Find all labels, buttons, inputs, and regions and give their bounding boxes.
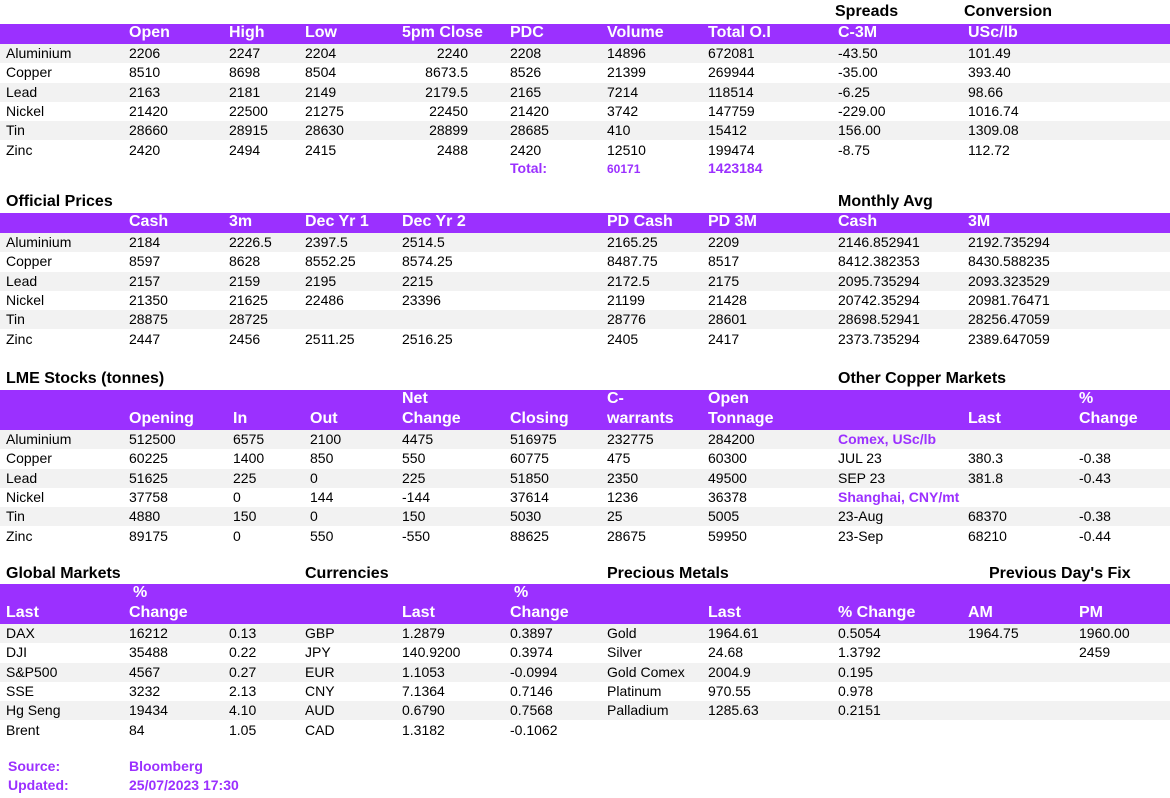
stocks-col-header: Change (1079, 410, 1138, 427)
copper-contract: 23-Aug (838, 508, 884, 525)
currency-last: 7.1364 (402, 682, 445, 699)
lme-cell: 22500 (229, 102, 268, 119)
stocks-col-header: Closing (510, 410, 569, 427)
lme-stocks-title: LME Stocks (tonnes) (6, 370, 165, 387)
metal-name: Zinc (6, 527, 33, 544)
metal-name: Copper (6, 450, 52, 467)
lme-cell: 8504 (305, 64, 337, 81)
official-cell: 2095.735294 (838, 272, 920, 289)
stocks-col-header: Change (402, 410, 461, 427)
stocks-cell: 475 (607, 450, 631, 467)
copper-last: 381.8 (968, 469, 1004, 486)
lme-cell: 1016.74 (968, 102, 1019, 119)
stocks-cell: 0 (310, 508, 318, 525)
metal-name: Lead (6, 272, 38, 289)
market-last: 35488 (129, 644, 168, 661)
stocks-cell: 0 (233, 488, 241, 505)
currency-change: 0.3897 (510, 625, 553, 641)
lme-cell: 2163 (129, 83, 161, 100)
precious-name: Silver (607, 644, 643, 661)
lme-cell: 21275 (305, 102, 344, 119)
stocks-cell: 0 (310, 469, 318, 486)
currency-last: 140.9200 (402, 644, 461, 661)
official-cell: 21199 (607, 291, 645, 308)
copper-change: -0.43 (1079, 469, 1111, 486)
lme-cell: 118514 (708, 83, 754, 100)
source-label: Source: (8, 758, 61, 774)
stocks-cell: -144 (402, 488, 431, 505)
stocks-cell: 60300 (708, 450, 747, 467)
official-cell: 2226.5 (229, 234, 272, 250)
official-cell: 8487.75 (607, 253, 658, 270)
lme-cell: 2488 (436, 141, 468, 158)
metal-name: Tin (6, 311, 25, 328)
official-cell: 2389.647059 (968, 330, 1050, 347)
official-cell: 2209 (708, 234, 740, 250)
other-copper-title: Other Copper Markets (838, 370, 1007, 387)
stocks-cell: 6575 (233, 431, 265, 447)
official-cell: 21350 (129, 291, 168, 308)
official-cell: 2146.852941 (838, 234, 920, 250)
currency-code: CAD (305, 721, 335, 738)
stocks-cell: 2350 (607, 469, 639, 486)
stocks-cell: 2100 (310, 431, 342, 447)
copper-last: 68210 (968, 527, 1007, 544)
stocks-cell: 150 (233, 508, 257, 525)
updated-label: Updated: (8, 777, 69, 793)
official-cell: 28256.47059 (968, 311, 1050, 328)
stocks-cell: 4880 (129, 508, 161, 525)
official-cell: 8517 (708, 253, 740, 270)
row-stripe (0, 663, 1170, 682)
official-cell: 2456 (229, 330, 261, 347)
official-cell: 2516.25 (402, 330, 453, 347)
stocks-cell: 88625 (510, 527, 549, 544)
lme-cell: 2165 (510, 83, 542, 100)
precious-name: Gold Comex (607, 663, 685, 680)
stocks-cell: 51625 (129, 469, 168, 486)
stocks-col-header-top: Open (708, 390, 749, 407)
metal-name: Nickel (6, 291, 45, 308)
stocks-cell: 550 (310, 527, 334, 544)
lme-cell: 2494 (229, 141, 261, 158)
fix-pm: 2459 (1079, 644, 1111, 661)
official-cell: 28725 (229, 311, 268, 328)
official-cell: 2195 (305, 272, 337, 289)
official-cell: 2165.25 (607, 234, 658, 250)
lme-cell: 2179.5 (425, 83, 468, 100)
official-cell: 2172.5 (607, 272, 650, 289)
precious-name: Platinum (607, 682, 662, 699)
market-name: Hg Seng (6, 702, 61, 719)
official-prices-title: Official Prices (6, 193, 113, 210)
official-cell: 28601 (708, 311, 747, 328)
precious-change: 0.2151 (838, 702, 881, 719)
copper-change: -0.38 (1079, 508, 1111, 525)
copper-change: -0.38 (1079, 450, 1111, 467)
stocks-cell: 51850 (510, 469, 549, 486)
lme-cell: 393.40 (968, 64, 1011, 81)
currency-change: 0.7146 (510, 682, 553, 699)
lme-cell: 28630 (305, 122, 344, 139)
lme-cell: 2420 (129, 141, 161, 158)
official-cell: 2397.5 (305, 234, 348, 250)
lme-cell: 8673.5 (425, 64, 468, 81)
total-volume: 60171 (607, 162, 641, 176)
row-stripe (0, 701, 1170, 720)
stocks-cell: 225 (233, 469, 257, 486)
lme-cell: -8.75 (838, 141, 870, 158)
lme-cell: 2415 (305, 141, 337, 158)
lme-cell: 1309.08 (968, 122, 1019, 139)
currency-last: 0.6790 (402, 702, 445, 719)
currency-code: GBP (305, 625, 335, 641)
metal-name: Tin (6, 508, 25, 525)
official-cell: 2405 (607, 330, 639, 347)
stocks-cell: 89175 (129, 527, 168, 544)
lme-cell: 28899 (429, 122, 468, 139)
global-col-header: AM (968, 604, 993, 621)
lme-cell: 98.66 (968, 83, 1004, 100)
lme-cell: 156.00 (838, 122, 881, 139)
stocks-cell: 4475 (402, 431, 434, 447)
metal-name: Zinc (6, 141, 33, 158)
official-cell: 20742.35294 (838, 291, 920, 308)
stocks-cell: 5005 (708, 508, 740, 525)
lme-cell: -6.25 (838, 83, 870, 100)
stocks-cell: 1236 (607, 488, 639, 505)
official-cell: 2175 (708, 272, 740, 289)
currency-code: AUD (305, 702, 335, 719)
lme-cell: 28660 (129, 122, 168, 139)
stocks-cell: 284200 (708, 431, 755, 447)
global-col-header-top: % (133, 584, 148, 601)
precious-name: Gold (607, 625, 637, 641)
official-cell: 8574.25 (402, 253, 453, 270)
lme-cell: -229.00 (838, 102, 886, 119)
currency-change: 0.7568 (510, 702, 553, 719)
stocks-col-header: Out (310, 410, 338, 427)
official-col-header: PD 3M (708, 213, 757, 230)
market-last: 4567 (129, 663, 161, 680)
official-cell: 8597 (129, 253, 161, 270)
lme-cell: 101.49 (968, 45, 1011, 61)
metal-name: Copper (6, 64, 52, 81)
total-oi: 1423184 (708, 160, 763, 176)
official-col-header: 3M (968, 213, 991, 230)
updated-value: 25/07/2023 17:30 (129, 777, 239, 793)
copper-market-heading: Comex, USc/lb (838, 431, 937, 447)
stocks-cell: 512500 (129, 431, 176, 447)
market-change: 2.13 (229, 682, 257, 699)
lme-cell: 2247 (229, 45, 261, 61)
lme-col-header: USc/lb (968, 24, 1018, 41)
metal-name: Lead (6, 469, 38, 486)
global-col-header: Change (510, 604, 569, 621)
lme-cell: 21399 (607, 64, 646, 81)
official-cell: 2511.25 (305, 330, 355, 347)
official-col-header: 3m (229, 213, 253, 230)
currency-change: -0.1062 (510, 721, 558, 738)
lme-cell: 672081 (708, 45, 755, 61)
official-cell: 2447 (129, 330, 161, 347)
lme-cell: 12510 (607, 141, 646, 158)
lme-col-header: High (229, 24, 265, 41)
lme-col-header: Volume (607, 24, 664, 41)
lme-cell: 2420 (510, 141, 542, 158)
market-last: 84 (129, 721, 145, 738)
lme-cell: 2204 (305, 45, 337, 61)
lme-cell: -43.50 (838, 45, 878, 61)
metal-name: Zinc (6, 330, 33, 347)
lme-cell: 2181 (229, 83, 261, 100)
copper-market-heading: Shanghai, CNY/mt (838, 488, 960, 505)
stocks-cell: 28675 (607, 527, 646, 544)
metal-name: Nickel (6, 102, 45, 119)
source-value: Bloomberg (129, 758, 203, 774)
market-last: 3232 (129, 682, 161, 699)
lme-cell: 112.72 (968, 141, 1010, 158)
lme-cell: 28685 (510, 122, 549, 139)
lme-cell: 8526 (510, 64, 542, 81)
global-col-header: PM (1079, 604, 1103, 621)
global-col-header-top: % (514, 584, 529, 601)
metal-name: Nickel (6, 488, 45, 505)
stocks-cell: 232775 (607, 431, 654, 447)
market-change: 0.13 (229, 625, 257, 641)
global-col-header: Last (402, 604, 435, 621)
official-cell: 2159 (229, 272, 261, 289)
copper-contract: SEP 23 (838, 469, 886, 486)
lme-col-header: 5pm Close (402, 24, 483, 41)
official-cell: 23396 (402, 291, 441, 308)
precious-change: 0.978 (838, 682, 874, 699)
metal-name: Aluminium (6, 45, 72, 61)
official-cell: 2514.5 (402, 234, 445, 250)
official-col-header: Dec Yr 2 (402, 213, 466, 230)
metal-name: Aluminium (6, 234, 72, 250)
lme-col-header: C-3M (838, 24, 878, 41)
lme-cell: 3742 (607, 102, 639, 119)
metal-name: Tin (6, 122, 25, 139)
stocks-col-header: Last (968, 410, 1001, 427)
precious-name: Palladium (607, 702, 669, 719)
monthly-avg-title: Monthly Avg (838, 193, 933, 210)
lme-cell: 8510 (129, 64, 161, 81)
currency-change: 0.3974 (510, 644, 553, 661)
stocks-cell: 5030 (510, 508, 542, 525)
global-col-header: Last (708, 604, 741, 621)
currency-code: CNY (305, 682, 335, 699)
stocks-col-header-top: Net (402, 390, 428, 407)
market-name: SSE (6, 682, 35, 699)
precious-last: 2004.9 (708, 663, 751, 680)
lme-cell: 21420 (129, 102, 168, 119)
stocks-cell: 1400 (233, 450, 265, 467)
lme-cell: 2149 (305, 83, 337, 100)
precious-last: 1285.63 (708, 702, 759, 719)
stocks-col-header: In (233, 410, 248, 427)
lme-cell: 15412 (708, 122, 747, 139)
stocks-col-header: Tonnage (708, 410, 774, 427)
copper-contract: 23-Sep (838, 527, 884, 544)
official-cell: 2417 (708, 330, 740, 347)
copper-last: 380.3 (968, 450, 1004, 467)
stocks-col-header-top: C- (607, 390, 624, 407)
conversion-label: Conversion (964, 3, 1053, 20)
stocks-col-header: warrants (607, 410, 674, 427)
market-name: DJI (6, 644, 27, 661)
official-col-header: Cash (838, 213, 878, 230)
stocks-cell: 60775 (510, 450, 549, 467)
official-cell: 28776 (607, 311, 646, 328)
lme-cell: 22450 (429, 102, 468, 119)
stocks-col-header: Opening (129, 410, 194, 427)
precious-change: 1.3792 (838, 644, 881, 661)
currency-last: 1.1053 (402, 663, 445, 680)
previous-fix-title: Previous Day's Fix (989, 565, 1131, 582)
official-cell: 28875 (129, 311, 168, 328)
market-name: S&P500 (6, 663, 58, 680)
official-cell: 2184 (129, 234, 161, 250)
lme-col-header: Open (129, 24, 170, 41)
precious-last: 1964.61 (708, 625, 759, 641)
market-change: 4.10 (229, 702, 257, 719)
copper-last: 68370 (968, 508, 1007, 525)
stocks-cell: 37614 (510, 488, 549, 505)
precious-change: 0.5054 (838, 625, 881, 641)
currency-change: -0.0994 (510, 663, 558, 680)
total-label: Total: (510, 160, 548, 176)
fix-pm: 1960.00 (1079, 625, 1130, 641)
stocks-cell: 25 (607, 508, 623, 525)
stocks-cell: 59950 (708, 527, 747, 544)
lme-cell: 2208 (510, 45, 542, 61)
metal-name: Aluminium (6, 431, 72, 447)
stocks-cell: 36378 (708, 488, 747, 505)
precious-last: 970.55 (708, 682, 751, 699)
stocks-cell: 144 (310, 488, 334, 505)
official-col-header: PD Cash (607, 213, 673, 230)
official-cell: 22486 (305, 291, 344, 308)
lme-cell: 28915 (229, 122, 268, 139)
stocks-cell: 37758 (129, 488, 168, 505)
spreads-label: Spreads (835, 3, 899, 20)
official-header-band (0, 213, 1170, 233)
currency-last: 1.2879 (402, 625, 445, 641)
official-cell: 8412.382353 (838, 253, 920, 270)
market-change: 1.05 (229, 721, 257, 738)
copper-contract: JUL 23 (838, 450, 882, 467)
stocks-cell: 60225 (129, 450, 168, 467)
currency-code: EUR (305, 663, 335, 680)
official-cell: 8628 (229, 253, 261, 270)
lme-col-header: PDC (510, 24, 544, 41)
official-cell: 2093.323529 (968, 272, 1050, 289)
currency-last: 1.3182 (402, 721, 445, 738)
lme-cell: 147759 (708, 102, 755, 119)
lme-cell: 199474 (708, 141, 755, 158)
stocks-cell: 150 (402, 508, 426, 525)
precious-change: 0.195 (838, 663, 874, 680)
lme-cell: 14896 (607, 45, 646, 61)
official-cell: 28698.52941 (838, 311, 920, 328)
global-markets-title: Global Markets (6, 565, 121, 582)
global-col-header: Last (6, 604, 39, 621)
lme-cell: 7214 (607, 83, 639, 100)
global-col-header: % Change (838, 604, 916, 621)
stocks-cell: 0 (233, 527, 241, 544)
lme-col-header: Total O.I (708, 24, 771, 41)
precious-last: 24.68 (708, 644, 744, 661)
stocks-cell: 49500 (708, 469, 747, 486)
lme-cell: 269944 (708, 64, 755, 81)
official-col-header: Cash (129, 213, 169, 230)
official-cell: 21625 (229, 291, 268, 308)
precious-metals-title: Precious Metals (607, 565, 729, 582)
fix-am: 1964.75 (968, 625, 1019, 641)
stocks-cell: 550 (402, 450, 426, 467)
lme-col-header: Low (305, 24, 337, 41)
official-cell: 8552.25 (305, 253, 356, 270)
lme-cell: 2206 (129, 45, 161, 61)
market-last: 19434 (129, 702, 168, 719)
lme-cell: 8698 (229, 64, 261, 81)
official-cell: 2215 (402, 272, 434, 289)
stocks-cell: 516975 (510, 431, 557, 447)
official-cell: 2192.735294 (968, 234, 1050, 250)
stocks-cell: 850 (310, 450, 334, 467)
market-name: DAX (6, 625, 35, 641)
copper-change: -0.44 (1079, 527, 1111, 544)
official-cell: 20981.76471 (968, 291, 1050, 308)
currency-code: JPY (305, 644, 331, 661)
official-cell: 2157 (129, 272, 161, 289)
official-cell: 8430.588235 (968, 253, 1050, 270)
currencies-title: Currencies (305, 565, 389, 582)
lme-cell: 410 (607, 122, 631, 139)
official-cell: 21428 (708, 291, 747, 308)
market-name: Brent (6, 721, 40, 738)
global-col-header: Change (129, 604, 188, 621)
stocks-cell: -550 (402, 527, 431, 544)
lme-cell: 2240 (436, 45, 468, 61)
market-change: 0.27 (229, 663, 257, 680)
lme-cell: -35.00 (838, 64, 878, 81)
market-change: 0.22 (229, 644, 257, 661)
market-last: 16212 (129, 625, 168, 641)
official-col-header: Dec Yr 1 (305, 213, 369, 230)
official-cell: 2373.735294 (838, 330, 920, 347)
metal-name: Copper (6, 253, 52, 270)
stocks-col-header-top: % (1079, 390, 1094, 407)
metal-name: Lead (6, 83, 38, 100)
lme-cell: 21420 (510, 102, 549, 119)
stocks-cell: 225 (402, 469, 426, 486)
